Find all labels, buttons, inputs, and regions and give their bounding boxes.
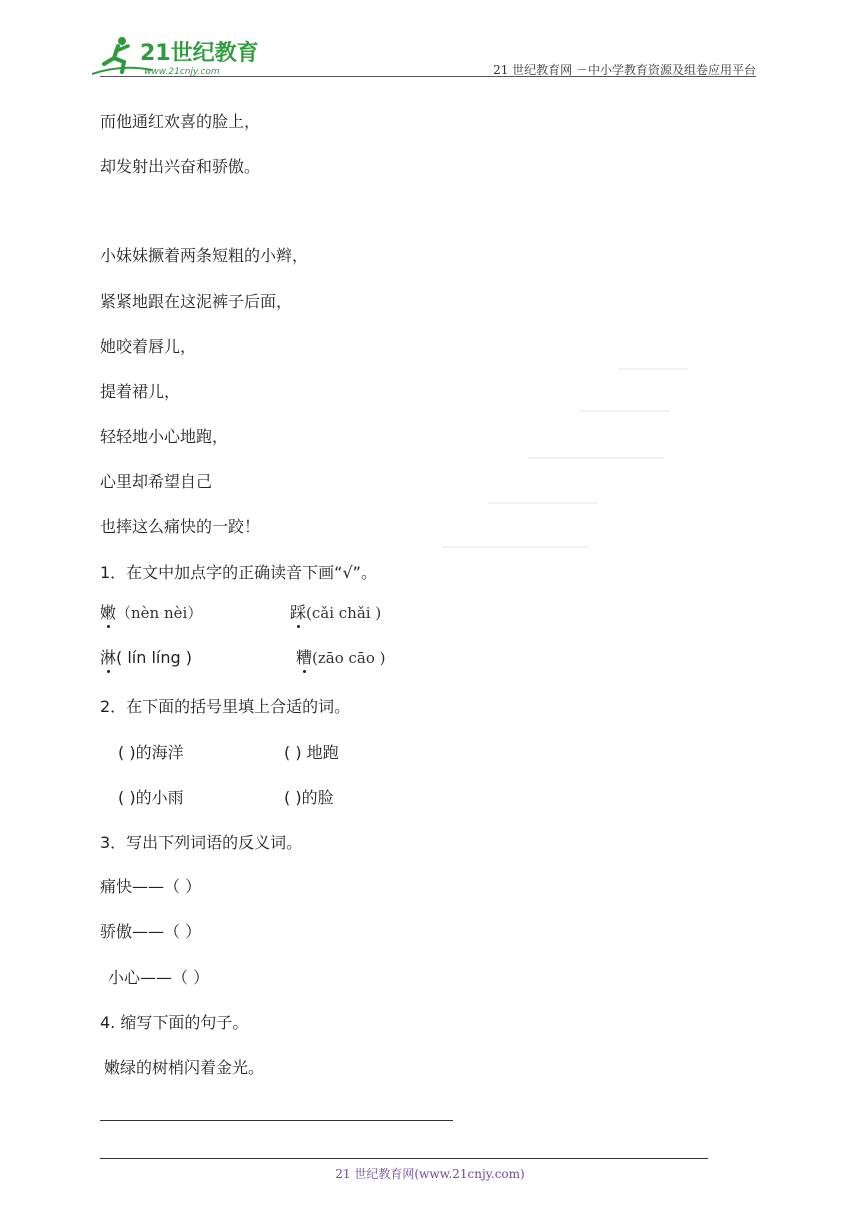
q1-item-3 bbox=[100, 648, 192, 668]
antonym-item: 痛快——（ ） bbox=[100, 877, 202, 896]
logo-url: www.21cnjy.com bbox=[144, 67, 220, 77]
header-divider bbox=[100, 76, 756, 77]
q1-item-2 bbox=[290, 603, 381, 623]
q4-sentence: 嫩绿的树梢闪着金光。 bbox=[104, 1058, 265, 1077]
question-2-title: 2．在下面的括号里填上合适的词。 bbox=[100, 697, 351, 716]
dotted-char: 嫩 bbox=[100, 603, 117, 622]
q1-item-4 bbox=[296, 648, 386, 668]
dotted-char: 踩 bbox=[290, 603, 307, 622]
fill-blank: ( )的海洋 bbox=[118, 743, 184, 762]
poem-line: 紧紧地跟在这泥裤子后面， bbox=[100, 292, 293, 311]
antonym-item: 骄傲——（ ） bbox=[100, 922, 202, 941]
poem-line: 轻轻地小心地跑， bbox=[100, 427, 229, 446]
poem-line: 而他通红欢喜的脸上， bbox=[100, 112, 261, 131]
answer-line[interactable] bbox=[100, 1120, 453, 1121]
poem-line: 她咬着唇儿， bbox=[100, 337, 197, 356]
poem-line: 小妹妹撅着两条短粗的小辫， bbox=[100, 246, 309, 265]
scan-artifact bbox=[528, 457, 664, 459]
fill-blank: ( )的小雨 bbox=[118, 788, 184, 807]
footer-text: 21 世纪教育网(www.21cnjy.com) bbox=[335, 1167, 525, 1181]
question-3-title: 3．写出下列词语的反义词。 bbox=[100, 833, 303, 852]
footer-divider bbox=[100, 1158, 708, 1159]
antonym-item: 小心——（ ） bbox=[108, 968, 210, 987]
scan-artifact bbox=[580, 410, 670, 412]
scan-artifact bbox=[488, 502, 598, 504]
pinyin-options: (zāo cāo ) bbox=[312, 649, 386, 667]
scan-artifact bbox=[618, 368, 688, 370]
fill-blank: ( )的脸 bbox=[284, 788, 334, 807]
logo-text: 21世纪教育 bbox=[140, 41, 259, 66]
pinyin-options: ( lín líng ) bbox=[116, 648, 192, 667]
q1-item-1 bbox=[100, 603, 202, 623]
question-1-title: 1．在文中加点字的正确读音下画“√”。 bbox=[100, 563, 377, 582]
poem-line: 也摔这么痛快的一跤！ bbox=[100, 517, 261, 536]
question-4-title: 4. 缩写下面的句子。 bbox=[100, 1013, 249, 1032]
site-logo bbox=[92, 34, 262, 78]
scan-artifact bbox=[442, 546, 588, 548]
fill-blank: ( ) 地跑 bbox=[284, 743, 339, 762]
poem-line: 心里却希望自己 bbox=[100, 472, 213, 491]
dotted-char: 糟 bbox=[296, 648, 313, 667]
dotted-char: 淋 bbox=[100, 648, 117, 667]
poem-line: 却发射出兴奋和骄傲。 bbox=[100, 157, 261, 176]
pinyin-options: (cǎi chǎi ) bbox=[306, 604, 382, 622]
header-site-text: 21 世纪教育网 －中小学教育资源及组卷应用平台 bbox=[493, 63, 756, 77]
pinyin-options: （nèn nèi） bbox=[116, 604, 203, 622]
poem-line: 提着裙儿， bbox=[100, 382, 181, 401]
